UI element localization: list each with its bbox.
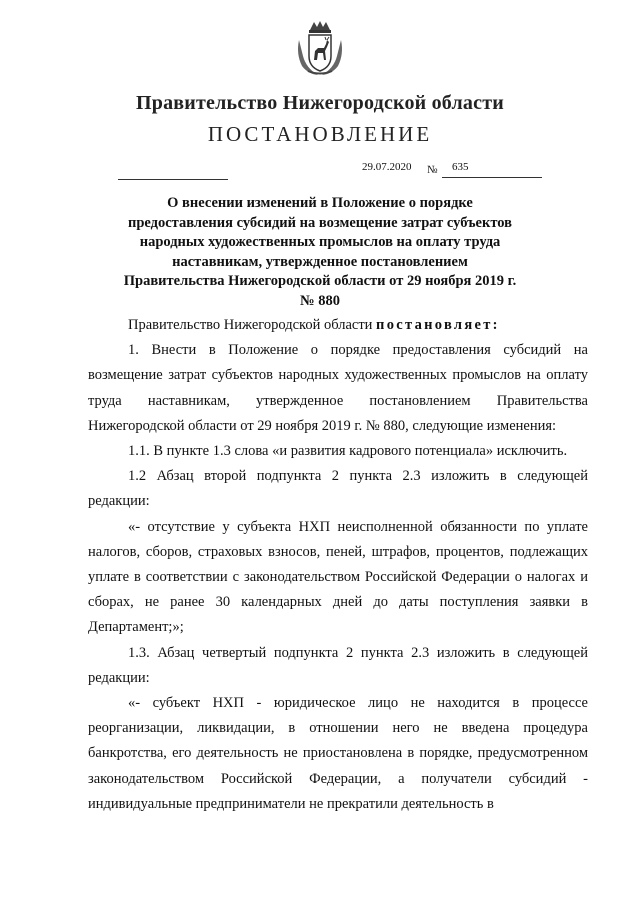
intro-lead: Правительство Нижегородской области [128,317,377,333]
paragraph-1-1: 1.1. В пункте 1.3 слова «и развития кадрового потенциала» исключить. [128,443,568,460]
signature-line [118,179,228,180]
government-name: Правительство Нижегородской области [136,92,504,114]
number-underline [442,177,542,178]
document-subject: О внесении изменений в Положение о порядке предоставления субсидий на возмещение затрат субъектов народных художественных промыслов на оплату труда наставникам, утвержденное постановлением Правительства Нижегородской области от 29 ноября 2019 г. № 880 [123,195,517,309]
paragraph-1-3: 1.3. Абзац четвертый подпункта 2 пункта 2.3 изложить в следующей редакции: [88,644,588,686]
document-number: 635 [452,161,469,173]
paragraph-quote-1: «- отсутствие у субъекта НХП неисполненной обязанности по уплате налогов, сборов, страховых взносов, пеней, штрафов, процентов, подлежащих уплате в соответствии с законодательством Российской Федерации о налогах и сборах, не ранее 30 календарных дней до даты поступления заявки в Департамент;»; [88,518,588,636]
intro-spaced-verb: постановляет: [376,317,500,333]
number-sign: № [427,164,438,176]
paragraph-1: 1. Внести в Положение о порядке предоставления субсидий на возмещение затрат субъектов народных художественных промыслов на оплату труда наставникам, утвержденное постановлением Правительства Нижегородской области от 29 ноября 2019 г. № 880, следующие изменения: [88,342,588,434]
document-body [88,313,588,817]
document-type: ПОСТАНОВЛЕНИЕ [207,122,433,146]
document-date: 29.07.2020 [362,161,412,173]
coat-of-arms-emblem [296,20,344,76]
paragraph-1-2: 1.2 Абзац второй подпункта 2 пункта 2.3 изложить в следующей редакции: [88,468,588,510]
paragraph-quote-2: «- субъект НХП - юридическое лицо не находится в процессе реорганизации, ликвидации, в отношении него не введена процедура банкротства, его деятельность не приостановлена в порядке, предусмотренном законодательством Российской Федерации, а получатели субсидий - индивидуальные предприниматели не прекратили деятельность в [88,695,588,812]
intro-paragraph [88,313,588,338]
